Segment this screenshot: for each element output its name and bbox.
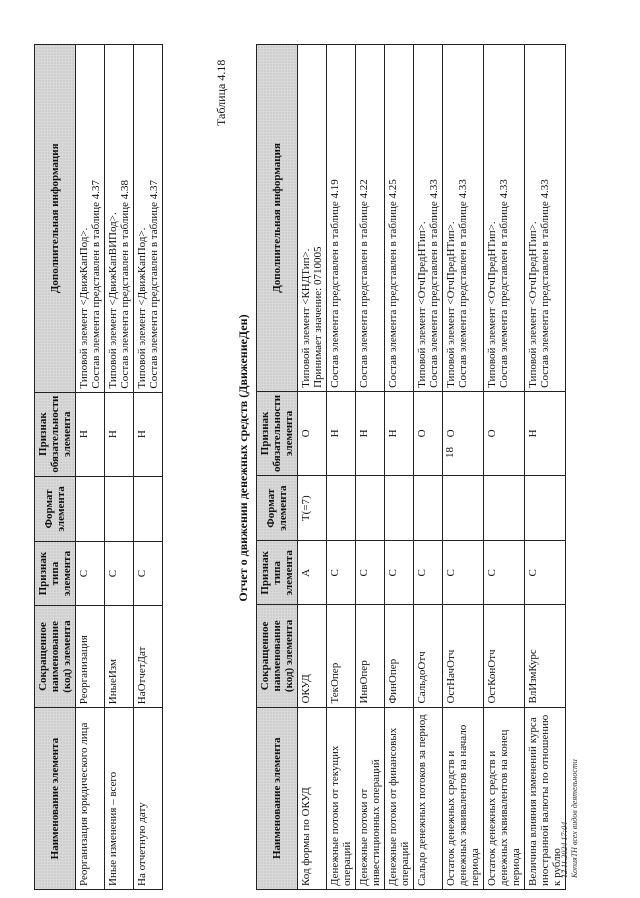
cell-name: Остаток денежных средств и денежных эквивалентов на конец периода bbox=[484, 707, 525, 889]
cell-required: О bbox=[298, 391, 327, 475]
cell-format bbox=[484, 475, 525, 541]
cell-info bbox=[298, 45, 327, 392]
header-code: Сокращенное наименование (код) элемента bbox=[35, 605, 76, 707]
print-stamp bbox=[560, 759, 580, 878]
cell-name: Реорганизация юридического лица bbox=[76, 708, 105, 890]
table-row bbox=[327, 45, 356, 890]
cell-type: С bbox=[356, 541, 385, 605]
header-name: Наименование элемента bbox=[257, 707, 298, 889]
table-row bbox=[134, 45, 163, 890]
info-line: Состав элемента представлен в таблице 4.37 bbox=[148, 179, 160, 389]
cell-name: Денежные потоки от финансовых операций bbox=[385, 707, 414, 889]
cell-name: Денежные потоки от инвестиционных операций bbox=[356, 707, 385, 889]
info-line: Типовой элемент <ОтчПредНТип>. bbox=[486, 221, 498, 388]
info-line: Типовой элемент <ОтчПредНТип>. bbox=[416, 221, 428, 388]
cell-type: С bbox=[385, 541, 414, 605]
table-row bbox=[356, 45, 385, 890]
cell-format bbox=[356, 475, 385, 541]
header-info: Дополнительная информация bbox=[257, 45, 298, 392]
table-row bbox=[76, 45, 105, 890]
header-format: Формат элемента bbox=[35, 476, 76, 542]
table-row bbox=[484, 45, 525, 890]
cell-format bbox=[105, 476, 134, 542]
cell-required: Н bbox=[356, 391, 385, 475]
cell-format bbox=[525, 475, 566, 541]
cell-code: Реорганизация bbox=[76, 605, 105, 707]
info-line: Состав элемента представлен в таблице 4.22 bbox=[358, 179, 370, 388]
cash-flow-table bbox=[256, 44, 566, 890]
cell-required: Н bbox=[385, 391, 414, 475]
info-line: Типовой элемент <ОтчПредНТип>. bbox=[527, 221, 539, 388]
info-line: Типовой элемент <ДвижКапВИПод>. bbox=[107, 212, 119, 389]
cell-code: ОстНачОтч bbox=[443, 605, 484, 707]
info-line: Типовой элемент <ДвижКапПод>. bbox=[136, 227, 148, 389]
cell-type: С bbox=[414, 541, 443, 605]
cell-info bbox=[484, 45, 525, 392]
table-row bbox=[105, 45, 134, 890]
cell-type: С bbox=[105, 542, 134, 606]
cell-format bbox=[385, 475, 414, 541]
cell-info bbox=[356, 45, 385, 392]
cell-type: С bbox=[134, 542, 163, 606]
cell-required: Н bbox=[76, 392, 105, 476]
info-line: Состав элемента представлен в таблице 4.37 bbox=[90, 179, 102, 389]
header-type: Признак типа элемента bbox=[257, 541, 298, 605]
header-format: Формат элемента bbox=[257, 475, 298, 541]
table-row bbox=[443, 45, 484, 890]
table-header-row bbox=[257, 45, 298, 890]
cell-info bbox=[525, 45, 566, 392]
cell-required: Н bbox=[105, 392, 134, 476]
table-title: Отчет о движении денежных средств (ДвижениеДен) bbox=[236, 314, 250, 602]
info-line: Типовой элемент <ОтчПредНТип>. bbox=[445, 221, 457, 388]
info-line: Состав элемента представлен в таблице 4.19 bbox=[329, 179, 341, 388]
cell-required: Н bbox=[134, 392, 163, 476]
cell-name: Код формы по ОКУД bbox=[298, 707, 327, 889]
page-number: 18 bbox=[444, 447, 456, 458]
table-header-row bbox=[35, 45, 76, 890]
cell-type: С bbox=[76, 542, 105, 606]
cell-format bbox=[443, 475, 484, 541]
cell-type: С bbox=[525, 541, 566, 605]
cell-name: Денежные потоки от текущих операций bbox=[327, 707, 356, 889]
info-line: Состав элемента представлен в таблице 4.25 bbox=[387, 179, 399, 388]
cell-name: На отчетную дату bbox=[134, 708, 163, 890]
cell-required: Н bbox=[327, 391, 356, 475]
cell-required: О bbox=[484, 391, 525, 475]
info-line: Состав элемента представлен в таблице 4.33 bbox=[498, 179, 510, 388]
table-row bbox=[385, 45, 414, 890]
info-line: Принимает значение: 0710005 bbox=[312, 246, 324, 388]
info-line: Состав элемента представлен в таблице 4.33 bbox=[428, 179, 440, 388]
cell-format bbox=[414, 475, 443, 541]
header-name: Наименование элемента bbox=[35, 708, 76, 890]
cell-required: О bbox=[414, 391, 443, 475]
cell-info bbox=[327, 45, 356, 392]
table-row bbox=[414, 45, 443, 890]
cell-name: Величина влияния изменений курса иностранной валюты по отношению к рублю bbox=[525, 707, 566, 889]
cell-code: ТекОпер bbox=[327, 605, 356, 707]
cell-info bbox=[385, 45, 414, 392]
cell-required: О bbox=[443, 391, 484, 475]
header-info: Дополнительная информация bbox=[35, 45, 76, 393]
header-type: Признак типа элемента bbox=[35, 542, 76, 606]
cell-format bbox=[134, 476, 163, 542]
info-line: Состав элемента представлен в таблице 4.33 bbox=[457, 179, 469, 388]
header-required: Признак обязательности элемента bbox=[35, 392, 76, 476]
cell-info bbox=[105, 45, 134, 393]
cell-info bbox=[76, 45, 105, 393]
info-line: Состав элемента представлен в таблице 4.38 bbox=[119, 179, 131, 389]
cell-type: С bbox=[443, 541, 484, 605]
cell-type: С bbox=[484, 541, 525, 605]
cell-format bbox=[76, 476, 105, 542]
stamp-line: КопияТН всех видов деятельности bbox=[570, 759, 579, 878]
table-row bbox=[298, 45, 327, 890]
cell-required: Н bbox=[525, 391, 566, 475]
cell-code: ОстКонОтч bbox=[484, 605, 525, 707]
cell-info bbox=[414, 45, 443, 392]
cell-info bbox=[134, 45, 163, 393]
cell-code: ОКУД bbox=[298, 605, 327, 707]
header-code: Сокращенное наименование (код) элемента bbox=[257, 605, 298, 707]
stamp-line: 12.11.2024 17:04 bbox=[560, 821, 569, 878]
cell-code: ВлИзмКурс bbox=[525, 605, 566, 707]
info-line: Состав элемента представлен в таблице 4.33 bbox=[539, 179, 551, 388]
cell-name: Сальдо денежных потоков за период bbox=[414, 707, 443, 889]
table-label: Таблица 4.18 bbox=[214, 59, 228, 126]
cell-code: ИныеИзм bbox=[105, 605, 134, 707]
cell-name: Иные изменения – всего bbox=[105, 708, 134, 890]
info-line: Типовой элемент <ДвижКапПод>. bbox=[78, 227, 90, 389]
header-required: Признак обязательности элемента bbox=[257, 391, 298, 475]
info-line: Типовой элемент <КНДТип>. bbox=[300, 248, 312, 388]
cell-info bbox=[443, 45, 484, 392]
cell-format bbox=[327, 475, 356, 541]
cell-type: С bbox=[327, 541, 356, 605]
cell-code: ФинОпер bbox=[385, 605, 414, 707]
cell-code: СальдоОтч bbox=[414, 605, 443, 707]
cell-format: T(=7) bbox=[298, 475, 327, 541]
cell-name: Остаток денежных средств и денежных эквивалентов на начало периода bbox=[443, 707, 484, 889]
cell-type: А bbox=[298, 541, 327, 605]
cell-code: НаОтчетДат bbox=[134, 605, 163, 707]
cell-code: ИнвОпер bbox=[356, 605, 385, 707]
table-continuation bbox=[34, 44, 163, 890]
